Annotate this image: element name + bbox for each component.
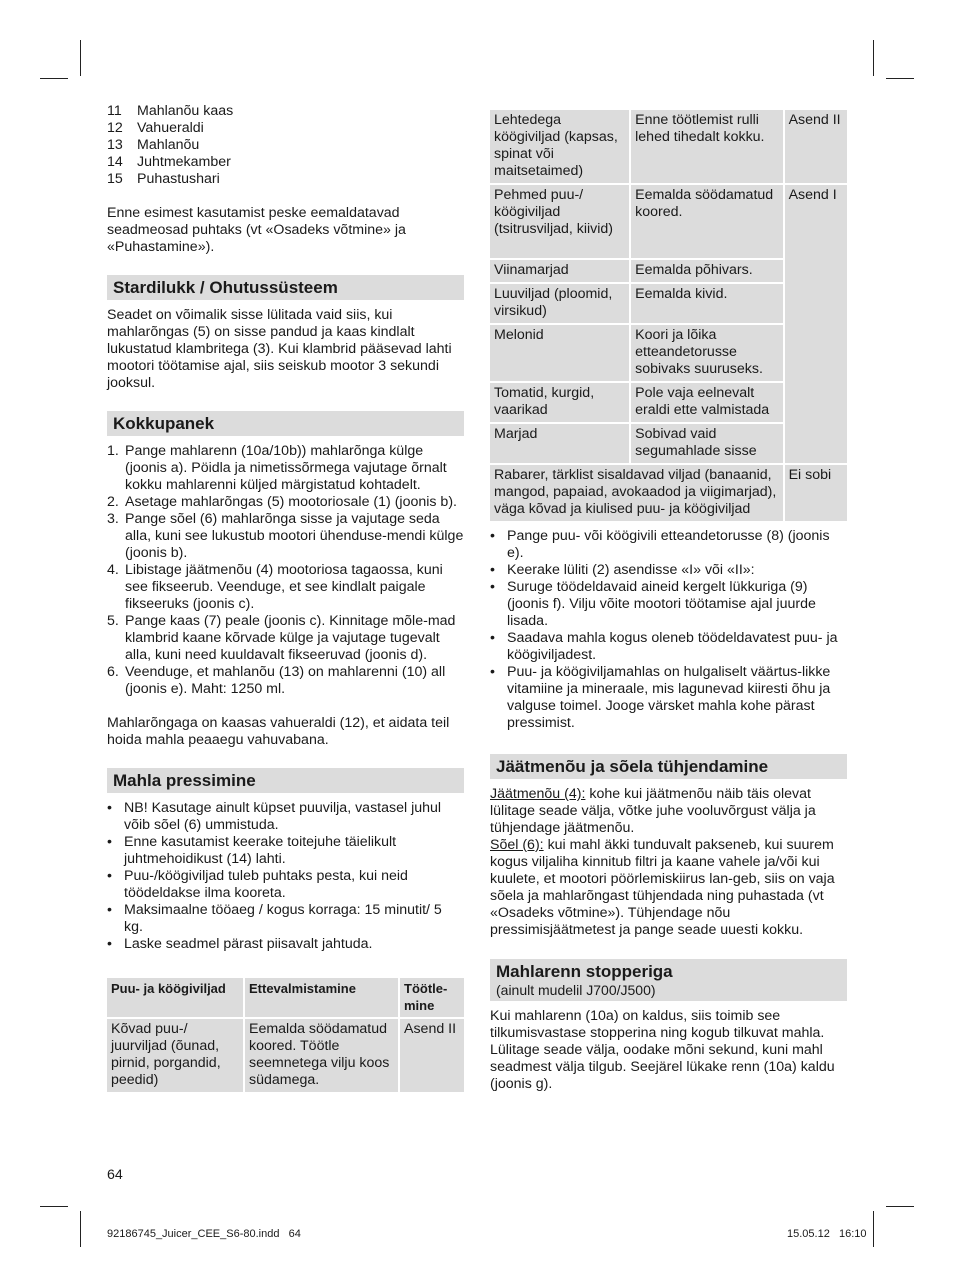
table-row	[107, 1019, 464, 1092]
list-item: • Puu-/köögiviljad tuleb puhtaks pesta, kui neid töödeldakse ilma kooreta.	[107, 868, 408, 901]
operation-bullets	[490, 528, 847, 732]
section-heading-emptying: Jäätmenõu ja sõela tühjendamine	[490, 754, 847, 779]
table-header-row	[107, 978, 464, 1017]
table-cell: Kõvad puu-/ juurviljad (õunad, pirnid, porgandid, peedid)	[107, 1019, 243, 1092]
section-heading-stopper: Mahlarenn stopperiga (ainult mudelil J700/J500)	[490, 959, 847, 1001]
table-cell: Asend II	[400, 1019, 464, 1092]
table-cell: Sobivad vaid segumahlade sisse	[631, 424, 782, 463]
table-cell: Asend I	[785, 185, 847, 463]
table-cell: Viinamarjad	[490, 260, 629, 282]
list-item: • Pange puu- või köögivili etteandetorusse (8) (joonis e).	[490, 528, 830, 561]
assembly-steps	[107, 443, 464, 698]
list-item: 4. Libistage jäätmenõu (4) mootoriosa tagaossa, kuni see fikseerub. Veenduge, et see kindlalt paigale fikseeruks (joonis c).	[107, 562, 443, 612]
table-row	[490, 185, 847, 258]
intro-paragraph: Enne esimest kasutamist peske eemaldatavad seadmeosad puhtaks (vt «Osadeks võtmine» ja «Puhastamine»).	[107, 205, 406, 255]
list-item: 5. Pange kaas (7) peale (joonis c). Kinnitage mõle-mad klambrid kaane kõrvade külge ja vajutage tugevalt alla, kuni need kuuldavalt fikseeruvad (joonis d).	[107, 613, 456, 663]
crop-mark	[80, 40, 81, 76]
list-item: • Laske seadmel pärast piisavalt jahtuda.	[107, 936, 373, 952]
list-item: 15 Puhastushari	[107, 171, 220, 187]
table-cell: Enne töötlemist rulli lehed tihedalt kokku.	[631, 110, 782, 183]
crop-mark	[886, 78, 914, 79]
list-item: • NB! Kasutage ainult küpset puuvilja, vastasel juhul võib sõel (6) ummistuda.	[107, 800, 442, 833]
list-item: • Maksimaalne tööaeg / kogus korraga: 15 minutit/ 5 kg.	[107, 902, 442, 935]
list-item: 11 Mahlanõu kaas	[107, 103, 234, 119]
list-item: • Puu- ja köögiviljamahlas on hulgaliselt väärtus-likke vitamiine ja mineraale, mis lagunevad kiiresti õhu ja valguse toimel. Jooge värsket mahla kohe pärast pressimist.	[490, 664, 831, 731]
list-item: 2. Asetage mahlarõngas (5) mootoriosale (1) (joonis b).	[107, 494, 457, 510]
table-header: Ettevalmistamine	[245, 978, 398, 1017]
left-column	[107, 103, 464, 1094]
table-cell: Koori ja lõika etteandetorusse sobivaks suuruseks.	[631, 325, 782, 381]
right-column	[490, 110, 847, 1093]
table-cell: Pole vaja eelnevalt eraldi ette valmistada	[631, 383, 782, 422]
list-item: 12 Vahueraldi	[107, 120, 204, 136]
page-number: 64	[107, 1167, 123, 1183]
table-cell: Lehtedega köögiviljad (kapsas, spinat või maitsetaimed)	[490, 110, 629, 183]
crop-mark	[40, 1206, 68, 1207]
table-cell: Eemalda söödamatud koored. Töötle seemnetega vilju koos südamega.	[245, 1019, 398, 1092]
crop-mark	[40, 78, 68, 79]
table-cell: Marjad	[490, 424, 629, 463]
table-cell: Rabarer, tärklist sisaldavad viljad (banaanid, mangod, papaiad, avokaadod ja viigimarjad), väga kõvad ja kiulised puu- ja köögiviljad	[490, 465, 783, 521]
table-header: Puu- ja köögiviljad	[107, 978, 243, 1017]
produce-table-part1	[105, 976, 466, 1094]
table-header: Töötle-mine	[400, 978, 464, 1017]
section-heading-start-lock: Stardilukk / Ohutussüsteem	[107, 275, 464, 300]
stopper-paragraph-1: Kui mahlarenn (10a) on kaldus, siis toimib see tilkumisvastase stopperina ning kogub tilkuvat mahla.	[490, 1008, 825, 1041]
list-item: • Suruge töödeldavaid aineid kergelt lükkuriga (9) (joonis f). Vilju võite mootori töötamise ajal juurde lisada.	[490, 579, 816, 629]
stopper-paragraph-2: Lülitage seade välja, oodake mõni sekund, kuni mahl seadmest välja tilgub. Seejärel lükake renn (10a) kaldu (joonis g).	[490, 1042, 835, 1092]
table-cell: Luuviljad (ploomid, virsikud)	[490, 284, 629, 323]
list-item: • Keerake lüliti (2) asendisse «I» või «II»:	[490, 562, 755, 578]
section-heading-assembly: Kokkupanek	[107, 411, 464, 436]
parts-list	[107, 103, 464, 188]
list-item: • Enne kasutamist keerake toitejuhe täielikult juhtmehoidikust (14) lahti.	[107, 834, 397, 867]
list-item: 14 Juhtmekamber	[107, 154, 231, 170]
list-item: 13 Mahlanõu	[107, 137, 200, 153]
crop-mark	[80, 1211, 81, 1247]
table-row	[490, 110, 847, 183]
table-cell: Eemalda söödamatud koored.	[631, 185, 782, 258]
pressing-bullets	[107, 800, 464, 953]
assembly-after-paragraph: Mahlarõngaga on kaasas vahueraldi (12), et aidata teil hoida mahla peaaegu vahuvabana.	[107, 715, 450, 748]
list-item: • Saadava mahla kogus oleneb töödeldavatest puu- ja köögiviljadest.	[490, 630, 838, 663]
table-cell: Asend II	[785, 110, 847, 183]
section-subtitle: (ainult mudelil J700/J500)	[496, 982, 656, 998]
table-cell: Tomatid, kurgid, vaarikad	[490, 383, 629, 422]
table-cell: Eemalda kivid.	[631, 284, 782, 323]
table-row	[490, 465, 847, 521]
table-cell: Eemalda põhivars.	[631, 260, 782, 282]
footer-filename: 92186745_Juicer_CEE_S6-80.indd 64	[107, 1228, 301, 1240]
emptying-paragraph-1: Jäätmenõu (4): kohe kui jäätmenõu näib täis olevat lülitage seade välja, võtke juhe vooluvõrgust välja ja tühjendage jäätmenõu.	[490, 786, 816, 836]
list-item: 1. Pange mahlarenn (10a/10b)) mahlarõnga külge (joonis a). Pöidla ja nimetissõrmega vajutage õrnalt kokku mahlarenni küljed märgistatud kohtadelt.	[107, 443, 447, 493]
produce-table-part2	[488, 108, 849, 523]
table-cell: Melonid	[490, 325, 629, 381]
table-cell: Pehmed puu-/ köögiviljad (tsitrusviljad, kiivid)	[490, 185, 629, 258]
crop-mark	[873, 1211, 874, 1247]
list-item: 3. Pange sõel (6) mahlarõnga sisse ja vajutage seda alla, kuni see lukustub mootori ühenduse-mendi külge (joonis b).	[107, 511, 464, 561]
crop-mark	[886, 1206, 914, 1207]
emptying-paragraph-2: Sõel (6): kui mahl äkki tunduvalt pakseneb, kui suurem kogus viljaliha kinnitub filtri ja kaane vahele ja/või kui kuulete, et mootori pöörlemiskiirus lan-geb, siis on vaja sõela ja mahlarõngast tühjendada ning puhastada (vt «Osadeks võtmine»). Tühjendage nõu pressimisjäätmetest ja pange seade uuesti kokku.	[490, 837, 835, 938]
list-item: 6. Veenduge, et mahlanõu (13) on mahlarenni (10) all (joonis e). Maht: 1250 ml.	[107, 664, 446, 697]
footer-date: 15.05.12 16:10	[787, 1228, 867, 1240]
section-heading-pressing: Mahla pressimine	[107, 768, 464, 793]
start-lock-paragraph: Seadet on võimalik sisse lülitada vaid siis, kui mahlarõngas (5) on sisse pandud ja kaas kindlalt lukustatud klambritega (3). Kui klambrid pääsevad lahti mootori töötamise ajal, siis seiskub mootor 3 sekundi jooksul.	[107, 307, 452, 391]
crop-mark	[873, 40, 874, 76]
table-cell: Ei sobi	[785, 465, 847, 521]
